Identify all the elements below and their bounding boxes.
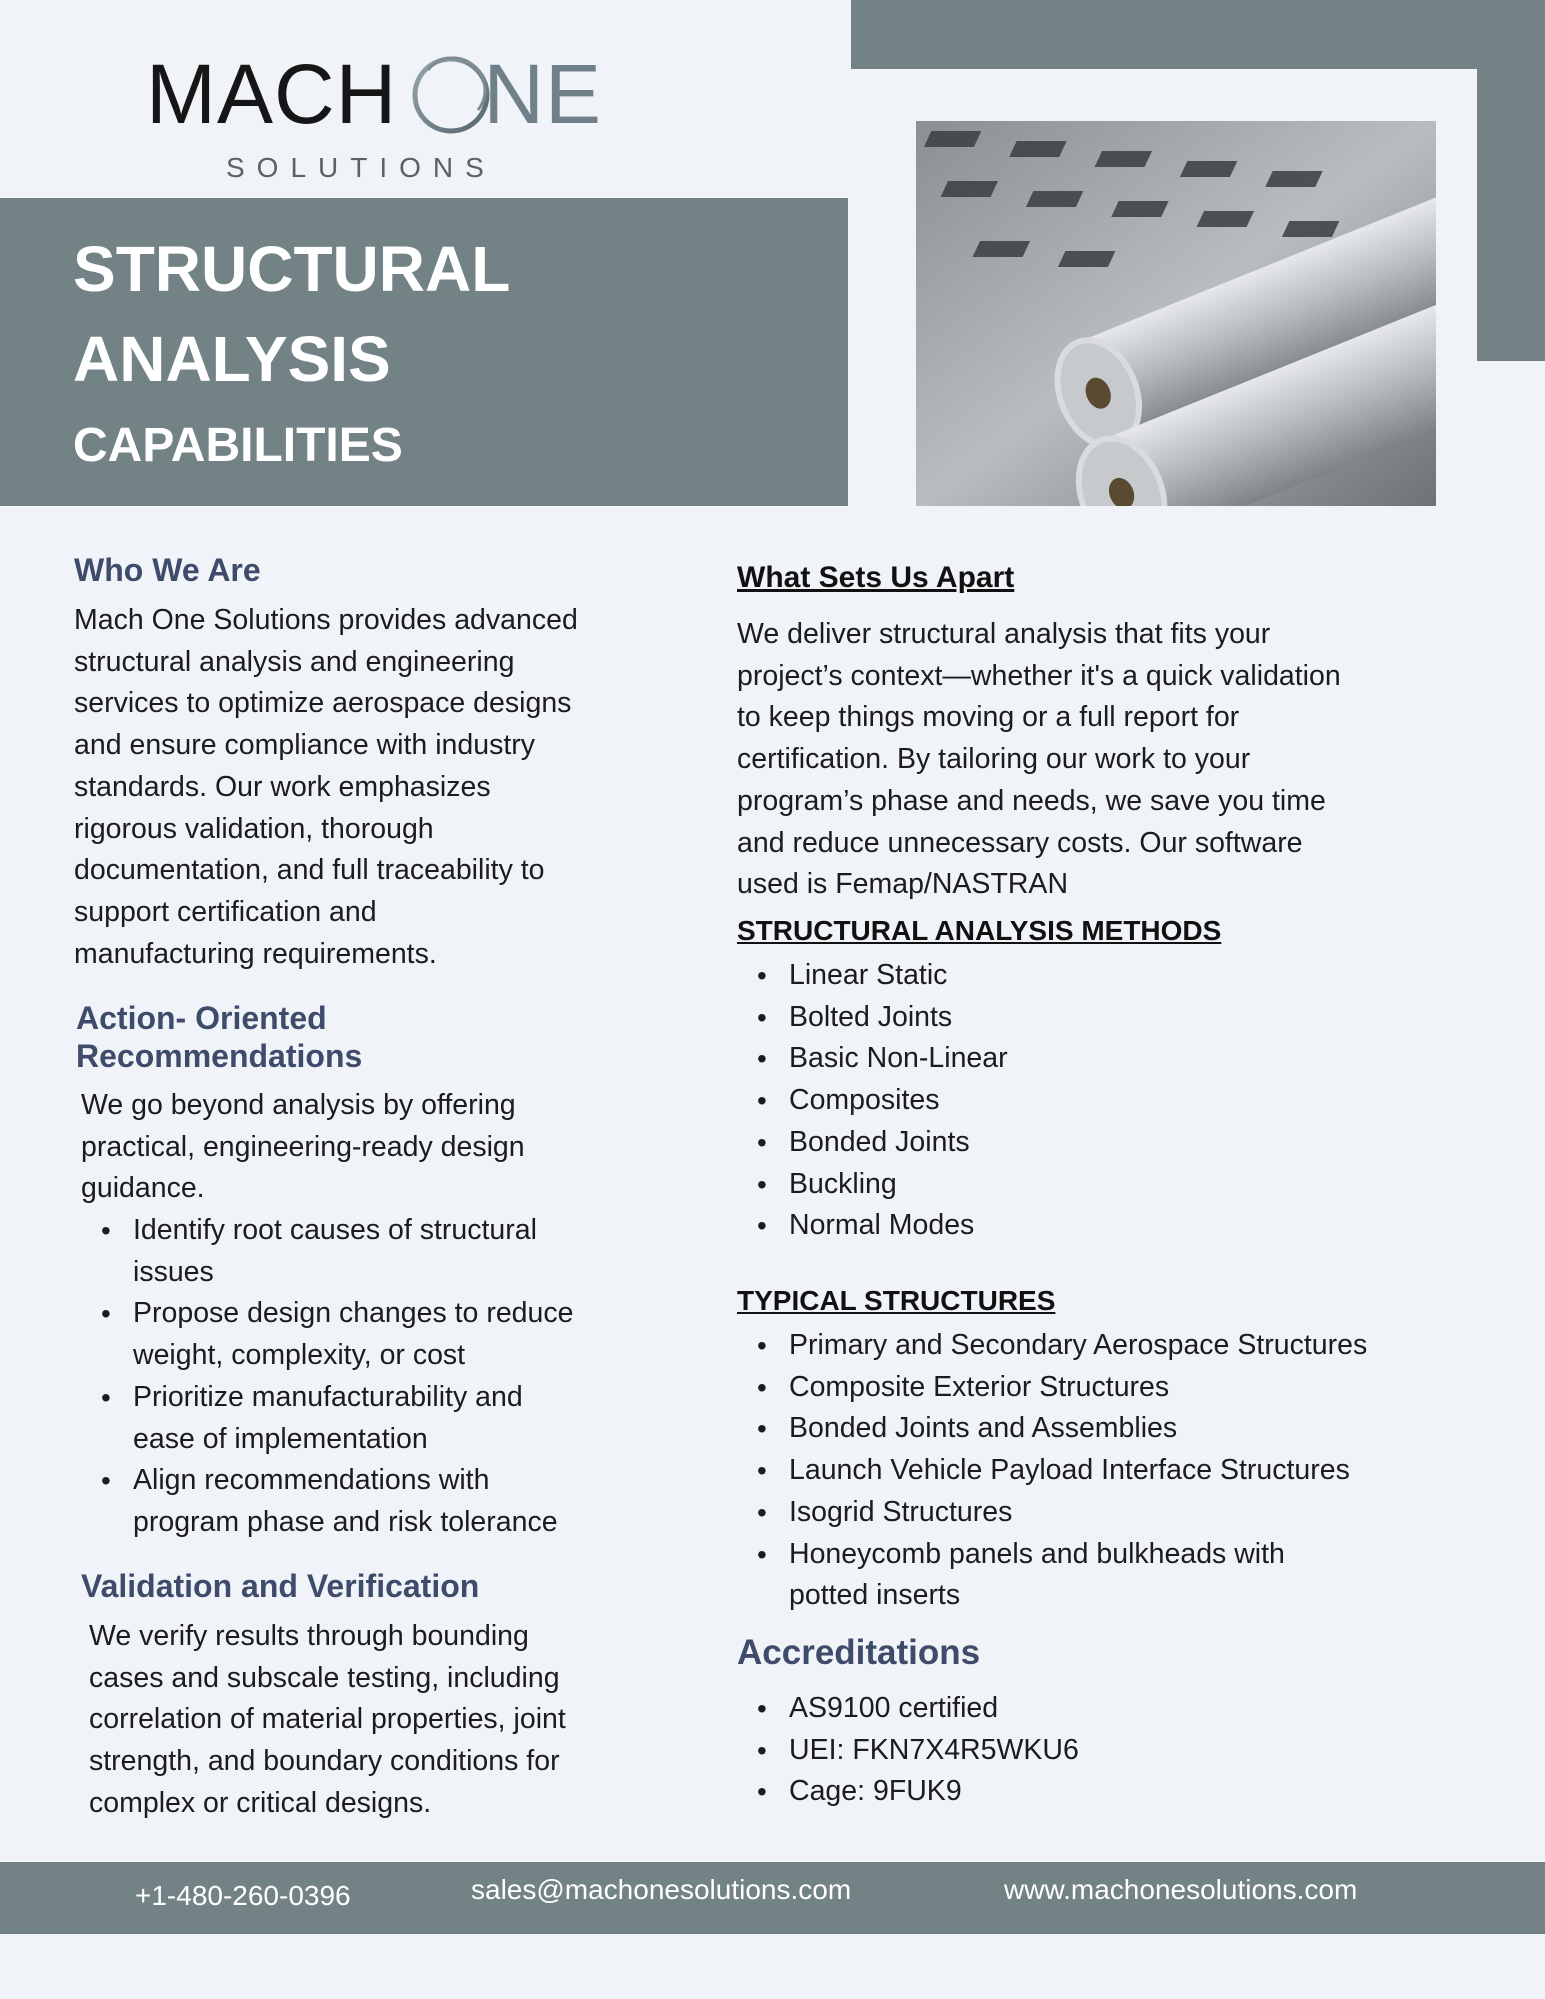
validation-line: correlation of material properties, joint	[89, 1703, 566, 1736]
list-item: • Buckling	[789, 1164, 1489, 1206]
list-item: • UEI: FKN7X4R5WKU6	[789, 1730, 1389, 1772]
action-heading-line: Recommendations	[76, 1038, 363, 1074]
decorative-frame-top	[851, 0, 1545, 69]
logo-word-mach: MACH	[146, 47, 398, 141]
footer-website[interactable]: www.machonesolutions.com	[1004, 1874, 1358, 1905]
action-intro	[81, 1085, 701, 1210]
who-line: manufacturing requirements.	[74, 937, 437, 970]
who-line: structural analysis and engineering	[74, 645, 515, 678]
apart-line: certification. By tailoring our work to your	[737, 743, 1251, 776]
action-intro-line: guidance.	[81, 1172, 205, 1205]
list-item-line: potted inserts	[789, 1579, 961, 1612]
list-item-line: • Identify root causes of structural	[133, 1214, 537, 1246]
welded-tubes-image	[916, 121, 1436, 506]
list-item: • Bonded Joints	[789, 1122, 1489, 1164]
decorative-frame-side	[1477, 69, 1545, 361]
logo-wordmark	[146, 47, 603, 141]
list-item: • Linear Static	[789, 955, 1489, 997]
list-item-line: • Align recommendations with	[133, 1464, 490, 1497]
action-list	[133, 1210, 693, 1544]
apart-line: to keep things moving or a full report for	[737, 701, 1240, 734]
accreditations-list	[789, 1688, 1389, 1813]
list-item-line: • Honeycomb panels and bulkheads with	[789, 1537, 1285, 1570]
what-sets-us-apart-body	[737, 614, 1497, 906]
action-intro-line: practical, engineering-ready design	[81, 1130, 525, 1163]
methods-list	[789, 955, 1489, 1247]
list-item: • Primary and Secondary Aerospace Structures	[789, 1325, 1509, 1367]
who-line: rigorous validation, thorough	[74, 812, 434, 845]
list-item: • Basic Non-Linear	[789, 1038, 1489, 1080]
who-we-are-heading: Who We Are	[74, 552, 261, 588]
logo-o-ring-icon	[408, 52, 494, 138]
list-item: • Composite Exterior Structures	[789, 1367, 1509, 1409]
logo-subtitle: SOLUTIONS	[226, 152, 496, 183]
list-item: • Bonded Joints and Assemblies	[789, 1408, 1509, 1450]
who-line: documentation, and full traceability to	[74, 854, 545, 887]
list-item	[133, 1210, 693, 1293]
apart-line: We deliver structural analysis that fits your	[737, 618, 1271, 650]
action-intro-line: We go beyond analysis by offering	[81, 1089, 516, 1121]
what-sets-us-apart-heading: What Sets Us Apart	[737, 561, 1015, 594]
list-item: • Composites	[789, 1080, 1489, 1122]
list-item-line: ease of implementation	[133, 1422, 428, 1455]
page-title-line-1: STRUCTURAL	[73, 233, 511, 305]
list-item-line: • Propose design changes to reduce	[133, 1297, 574, 1330]
validation-line: We verify results through bounding	[89, 1620, 529, 1652]
validation-line: strength, and boundary conditions for	[89, 1745, 560, 1778]
list-item	[789, 1534, 1509, 1617]
action-heading-line: Action- Oriented	[76, 1000, 327, 1036]
apart-line: project’s context—whether it's a quick validation	[737, 659, 1341, 692]
who-line: Mach One Solutions provides advanced	[74, 604, 578, 636]
who-line: standards. Our work emphasizes	[74, 770, 491, 803]
list-item-line: program phase and risk tolerance	[133, 1505, 558, 1538]
typical-structures-heading: TYPICAL STRUCTURES	[737, 1285, 1056, 1316]
page-title-line-2: ANALYSIS	[73, 323, 391, 395]
accreditations-heading: Accreditations	[737, 1633, 981, 1672]
list-item: • Launch Vehicle Payload Interface Structures	[789, 1450, 1509, 1492]
page-title-line-3: CAPABILITIES	[73, 419, 403, 472]
apart-line: and reduce unnecessary costs. Our software	[737, 826, 1303, 859]
list-item: • Bolted Joints	[789, 997, 1489, 1039]
validation-line: cases and subscale testing, including	[89, 1661, 560, 1694]
who-we-are-body	[74, 600, 694, 975]
hero-photo	[916, 121, 1436, 506]
list-item-line: • Prioritize manufacturability and	[133, 1380, 523, 1413]
who-line: services to optimize aerospace designs	[74, 687, 572, 720]
apart-line: used is Femap/NASTRAN	[737, 868, 1069, 901]
action-heading	[76, 999, 362, 1075]
apart-line: program’s phase and needs, we save you time	[737, 784, 1326, 817]
validation-body	[89, 1616, 709, 1825]
list-item	[133, 1377, 693, 1460]
list-item-line: weight, complexity, or cost	[133, 1339, 466, 1372]
validation-heading: Validation and Verification	[81, 1568, 480, 1604]
list-item: • Normal Modes	[789, 1205, 1489, 1247]
validation-line: complex or critical designs.	[89, 1786, 432, 1819]
list-item: • AS9100 certified	[789, 1688, 1389, 1730]
who-line: and ensure compliance with industry	[74, 729, 535, 762]
footer-phone[interactable]: +1-480-260-0396	[135, 1880, 351, 1911]
list-item: • Cage: 9FUK9	[789, 1771, 1389, 1813]
logo-word-ne: NE	[483, 47, 603, 141]
who-line: support certification and	[74, 895, 377, 928]
list-item-line: issues	[133, 1255, 214, 1288]
list-item	[133, 1460, 693, 1543]
methods-heading: STRUCTURAL ANALYSIS METHODS	[737, 915, 1222, 946]
structures-list	[789, 1325, 1509, 1617]
footer-email[interactable]: sales@machonesolutions.com	[471, 1874, 852, 1905]
list-item: • Isogrid Structures	[789, 1492, 1509, 1534]
company-logo	[146, 47, 606, 183]
list-item	[133, 1293, 693, 1376]
